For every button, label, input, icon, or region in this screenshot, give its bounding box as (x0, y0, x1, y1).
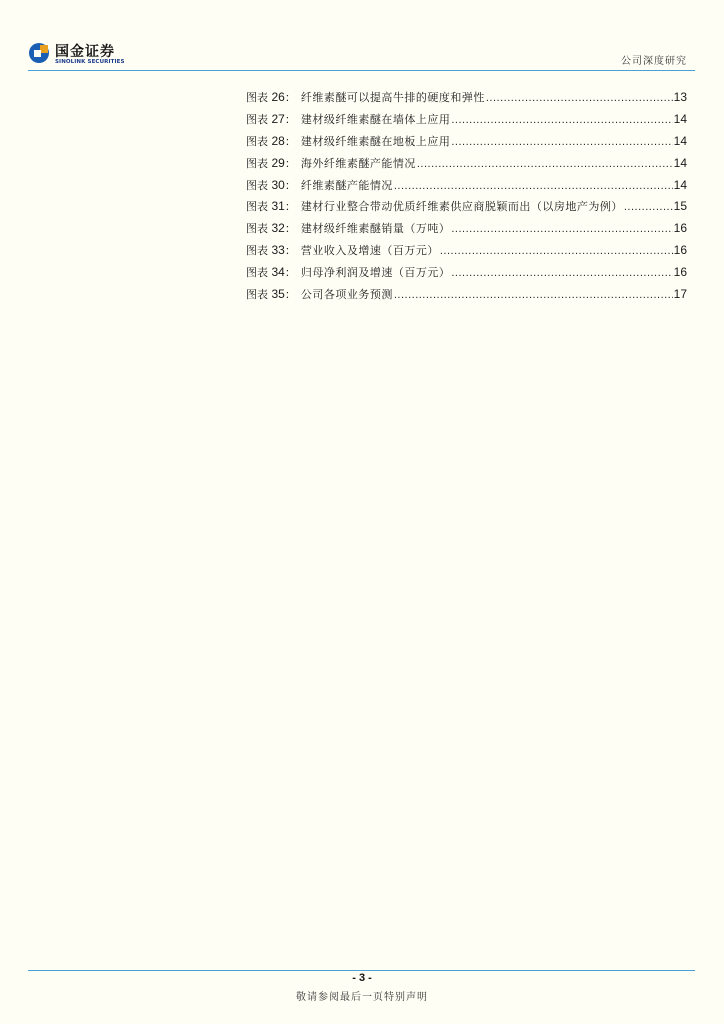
toc-figure-number: 34 (271, 265, 285, 280)
toc-label-prefix: 图表 (246, 266, 268, 280)
toc-figure-number: 32 (271, 221, 285, 236)
toc-page-number: 13 (673, 90, 687, 104)
toc-page-number: 16 (673, 243, 687, 258)
toc-title: 建材级纤维素醚在地板上应用 (300, 134, 451, 148)
page-header (0, 0, 724, 72)
toc-label: 图表 27： (246, 111, 296, 126)
toc-page-number: 17 (673, 287, 687, 302)
toc-label: 图表 31： (246, 199, 296, 214)
toc-label: 图表 30： (246, 177, 296, 192)
toc-leader-dots (440, 245, 673, 257)
toc-page-number: 14 (673, 111, 687, 126)
toc-figure-number: 28 (271, 133, 285, 148)
toc-title: 建材级纤维素醚销量（万吨） (300, 222, 451, 236)
sinolink-logo-icon (28, 42, 50, 64)
header-divider (28, 70, 695, 71)
toc-entry[interactable] (246, 286, 687, 308)
toc-label: 图表 32： (246, 221, 296, 236)
toc-label: 图表 26： (246, 90, 296, 104)
toc-figure-number: 35 (271, 287, 285, 302)
toc-entry[interactable] (246, 111, 687, 133)
page-number: - 3 - (352, 972, 372, 984)
toc-page-number: 16 (673, 265, 687, 280)
toc-leader-dots (394, 289, 673, 301)
toc-entry[interactable] (246, 198, 687, 220)
toc-leader-dots (451, 136, 672, 148)
toc-title: 建材级纤维素醚在墙体上应用 (300, 112, 451, 126)
figure-list (246, 89, 687, 308)
toc-page-number: 16 (673, 221, 687, 236)
toc-entry[interactable] (246, 242, 687, 264)
toc-page-number: 14 (673, 155, 687, 170)
toc-entry[interactable] (246, 155, 687, 177)
toc-figure-number: 33 (271, 243, 285, 258)
toc-leader-dots (451, 114, 672, 126)
footer-divider (28, 970, 695, 971)
toc-entry[interactable] (246, 220, 687, 242)
toc-entry[interactable] (246, 133, 687, 155)
toc-figure-number: 31 (271, 199, 285, 214)
toc-figure-number: 29 (271, 155, 285, 170)
toc-label: 图表 29： (246, 155, 296, 170)
toc-title: 建材行业整合带动优质纤维素供应商脱颖而出（以房地产为例） (300, 200, 623, 214)
toc-leader-dots (417, 158, 673, 170)
toc-figure-number: 26 (271, 90, 285, 104)
toc-leader-dots (451, 267, 672, 279)
toc-figure-number: 27 (271, 111, 285, 126)
toc-label-prefix: 图表 (246, 200, 268, 214)
toc-page-number: 14 (673, 177, 687, 192)
toc-title: 公司各项业务预测 (300, 288, 393, 302)
toc-label: 图表 35： (246, 287, 296, 302)
toc-page-number: 14 (673, 133, 687, 148)
toc-figure-number: 30 (271, 177, 285, 192)
toc-label: 图表 34： (246, 265, 296, 280)
toc-label-prefix: 图表 (246, 222, 268, 236)
toc-title: 归母净利润及增速（百万元） (300, 266, 451, 280)
toc-title: 纤维素醚可以提高牛排的硬度和弹性 (300, 91, 485, 104)
toc-label-prefix: 图表 (246, 156, 268, 170)
toc-leader-dots (486, 92, 673, 104)
toc-leader-dots (451, 223, 672, 235)
toc-label-prefix: 图表 (246, 288, 268, 302)
toc-label-prefix: 图表 (246, 112, 268, 126)
toc-leader-dots (624, 201, 673, 213)
toc-title: 营业收入及增速（百万元） (300, 244, 439, 258)
toc-title: 海外纤维素醚产能情况 (300, 156, 416, 170)
disclaimer-text: 敬请参阅最后一页特别声明 (296, 992, 428, 1003)
toc-entry[interactable] (246, 89, 687, 111)
toc-entry[interactable] (246, 264, 687, 286)
logo-text-cn: 国金证券 (55, 44, 115, 60)
toc-page-number: 15 (673, 199, 687, 214)
logo-text-en: SINOLINK SECURITIES (55, 59, 125, 65)
toc-label: 图表 28： (246, 133, 296, 148)
toc-leader-dots (394, 180, 673, 192)
company-logo (28, 41, 138, 69)
report-type: 公司深度研究 (621, 56, 687, 67)
toc-label: 图表 33： (246, 243, 296, 258)
toc-label-prefix: 图表 (246, 178, 268, 192)
toc-title: 纤维素醚产能情况 (300, 178, 393, 192)
toc-label-prefix: 图表 (246, 244, 268, 258)
toc-label-prefix: 图表 (246, 91, 268, 104)
toc-entry[interactable] (246, 177, 687, 199)
toc-label-prefix: 图表 (246, 134, 268, 148)
